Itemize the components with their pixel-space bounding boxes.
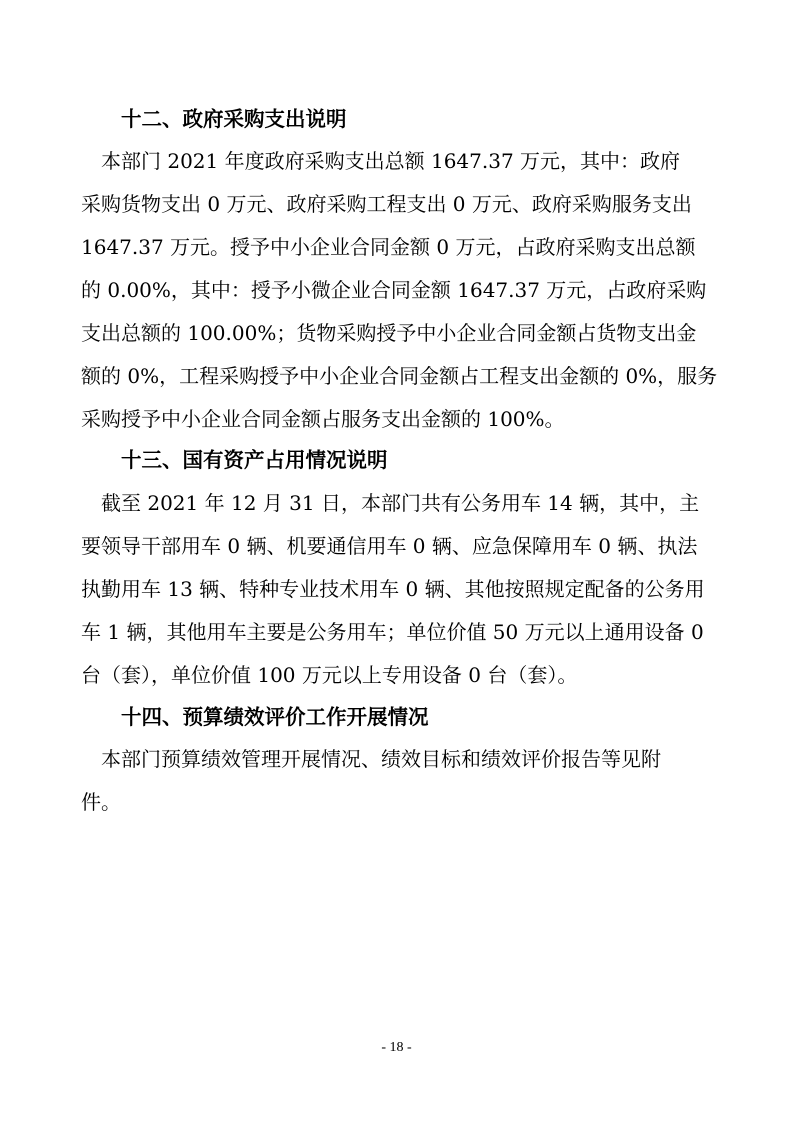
- paragraph-line: 支出总额的 100.00%；货物采购授予中小企业合同金额占货物支出金: [81, 321, 697, 345]
- paragraph-line: 采购货物支出 0 万元、政府采购工程支出 0 万元、政府采购服务支出: [81, 192, 692, 216]
- paragraph-line: 台（套），单位价值 100 万元以上专用设备 0 台（套）。: [81, 663, 578, 687]
- paragraph-line: 1647.37 万元。授予中小企业合同金额 0 万元，占政府采购支出总额: [81, 235, 696, 259]
- page-number: - 18 -: [381, 1040, 412, 1055]
- paragraph-line: 车 1 辆，其他用车主要是公务用车；单位价值 50 万元以上通用设备 0: [81, 620, 704, 644]
- section-heading-assets: 十三、国有资产占用情况说明: [121, 448, 388, 472]
- section-heading-procurement: 十二、政府采购支出说明: [121, 107, 347, 131]
- section-body-procurement: [81, 140, 721, 441]
- section-body-performance: [81, 738, 721, 824]
- paragraph-line: 件。: [81, 790, 121, 814]
- paragraph-line: 执勤用车 13 辆、特种专业技术用车 0 辆、其他按照规定配备的公务用: [81, 577, 705, 601]
- paragraph-line: 本部门 2021 年度政府采购支出总额 1647.37 万元，其中：政府: [81, 149, 681, 173]
- section-heading-performance: 十四、预算绩效评价工作开展情况: [121, 705, 429, 729]
- section-body-assets: [81, 482, 721, 697]
- paragraph-line: 采购授予中小企业合同金额占服务支出金额的 100%。: [81, 407, 565, 431]
- paragraph-line: 要领导干部用车 0 辆、机要通信用车 0 辆、应急保障用车 0 辆、执法: [81, 534, 698, 558]
- paragraph-line: 本部门预算绩效管理开展情况、绩效目标和绩效评价报告等见附: [81, 747, 661, 771]
- paragraph-line: 额的 0%，工程采购授予中小企业合同金额占工程支出金额的 0%，服务: [81, 364, 718, 388]
- paragraph-line: 的 0.00%，其中：授予小微企业合同金额 1647.37 万元，占政府采购: [81, 278, 707, 302]
- paragraph-line: 截至 2021 年 12 月 31 日，本部门共有公务用车 14 辆，其中，主: [81, 491, 700, 515]
